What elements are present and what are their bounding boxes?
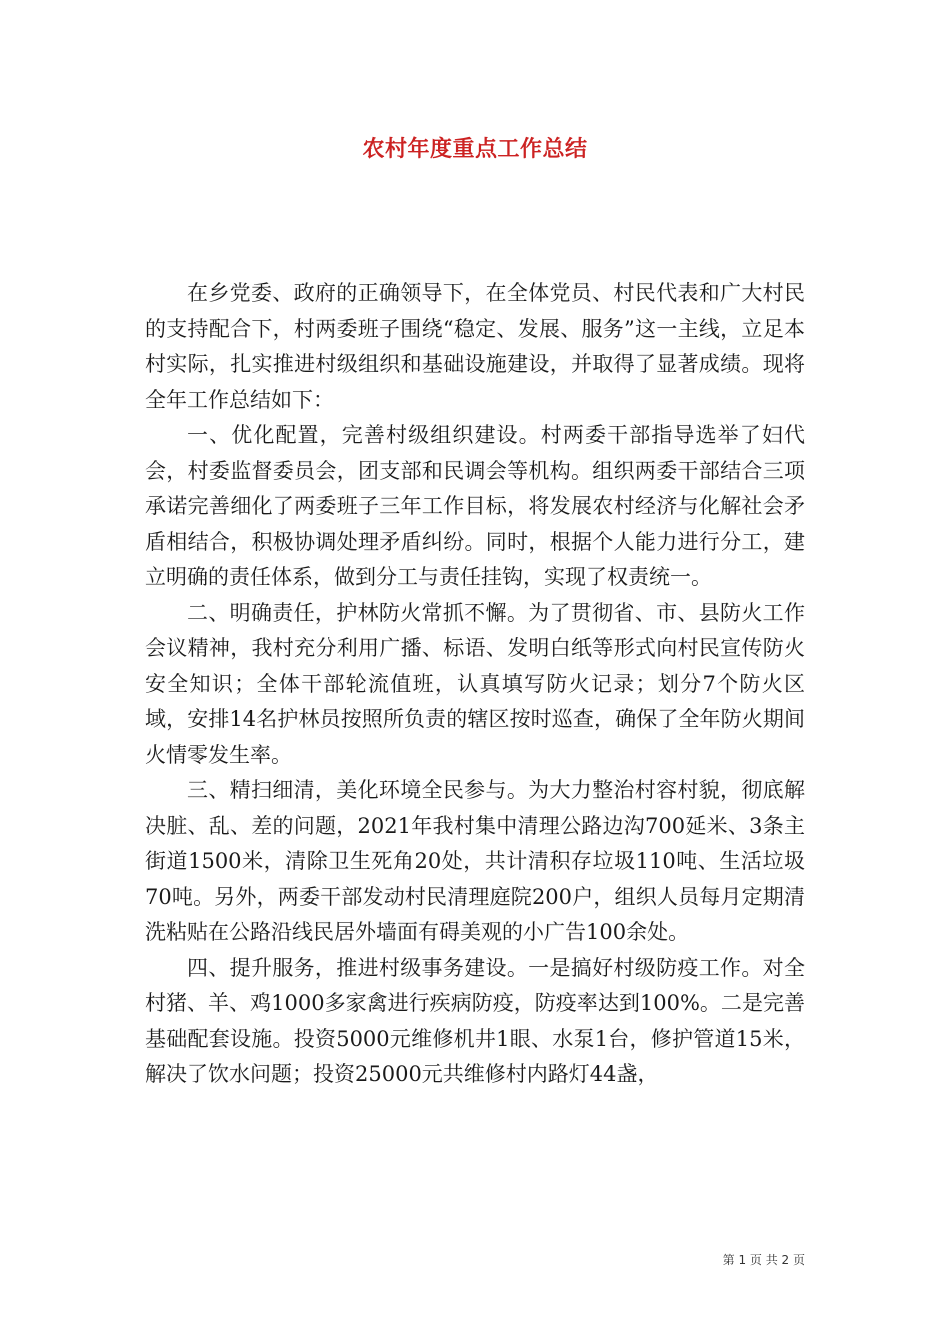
paragraph-section-3: 三、精扫细清，美化环境全民参与。为大力整治村容村貌，彻底解决脏、乱、差的问题，2021年我村集中清理公路边沟700延米、3条主街道1500米，清除卫生死角20处，共计清积存垃圾110吨、生活垃圾70吨。另外，两委干部发动村民清理庭院200户，组织人员每月定期清洗粘贴在公路沿线民居外墙面有碍美观的小广告100余处。 <box>145 778 805 944</box>
page-number: 第 1 页 共 2 页 <box>722 1253 805 1267</box>
paragraph-section-4: 四、提升服务，推进村级事务建设。一是搞好村级防疫工作。对全村猪、羊、鸡1000多家禽进行疾病防疫，防疫率达到100%。二是完善基础配套设施。投资5000元维修机井1眼、水泵1台，修护管道15米，解决了饮水问题；投资25000元共维修村内路灯44盏， <box>145 955 805 1086</box>
document-body <box>145 276 805 1093</box>
paragraph-section-1: 一、优化配置，完善村级组织建设。村两委干部指导选举了妇代会，村委监督委员会，团支部和民调会等机构。组织两委干部结合三项承诺完善细化了两委班子三年工作目标，将发展农村经济与化解社会矛盾相结合，积极协调处理矛盾纠纷。同时，根据个人能力进行分工，建立明确的责任体系，做到分工与责任挂钩，实现了权责统一。 <box>145 423 805 589</box>
paragraph-intro: 在乡党委、政府的正确领导下，在全体党员、村民代表和广大村民的支持配合下，村两委班子围绕“稳定、发展、服务”这一主线，立足本村实际，扎实推进村级组织和基础设施建设，并取得了显著成绩。现将全年工作总结如下： <box>145 281 805 412</box>
paragraph-section-2: 二、明确责任，护林防火常抓不懈。为了贯彻省、市、县防火工作会议精神，我村充分利用广播、标语、发明白纸等形式向村民宣传防火安全知识；全体干部轮流值班，认真填写防火记录；划分7个防火区域，安排14名护林员按照所负责的辖区按时巡查，确保了全年防火期间火情零发生率。 <box>145 600 805 767</box>
document-title: 农村年度重点工作总结 <box>362 137 588 162</box>
